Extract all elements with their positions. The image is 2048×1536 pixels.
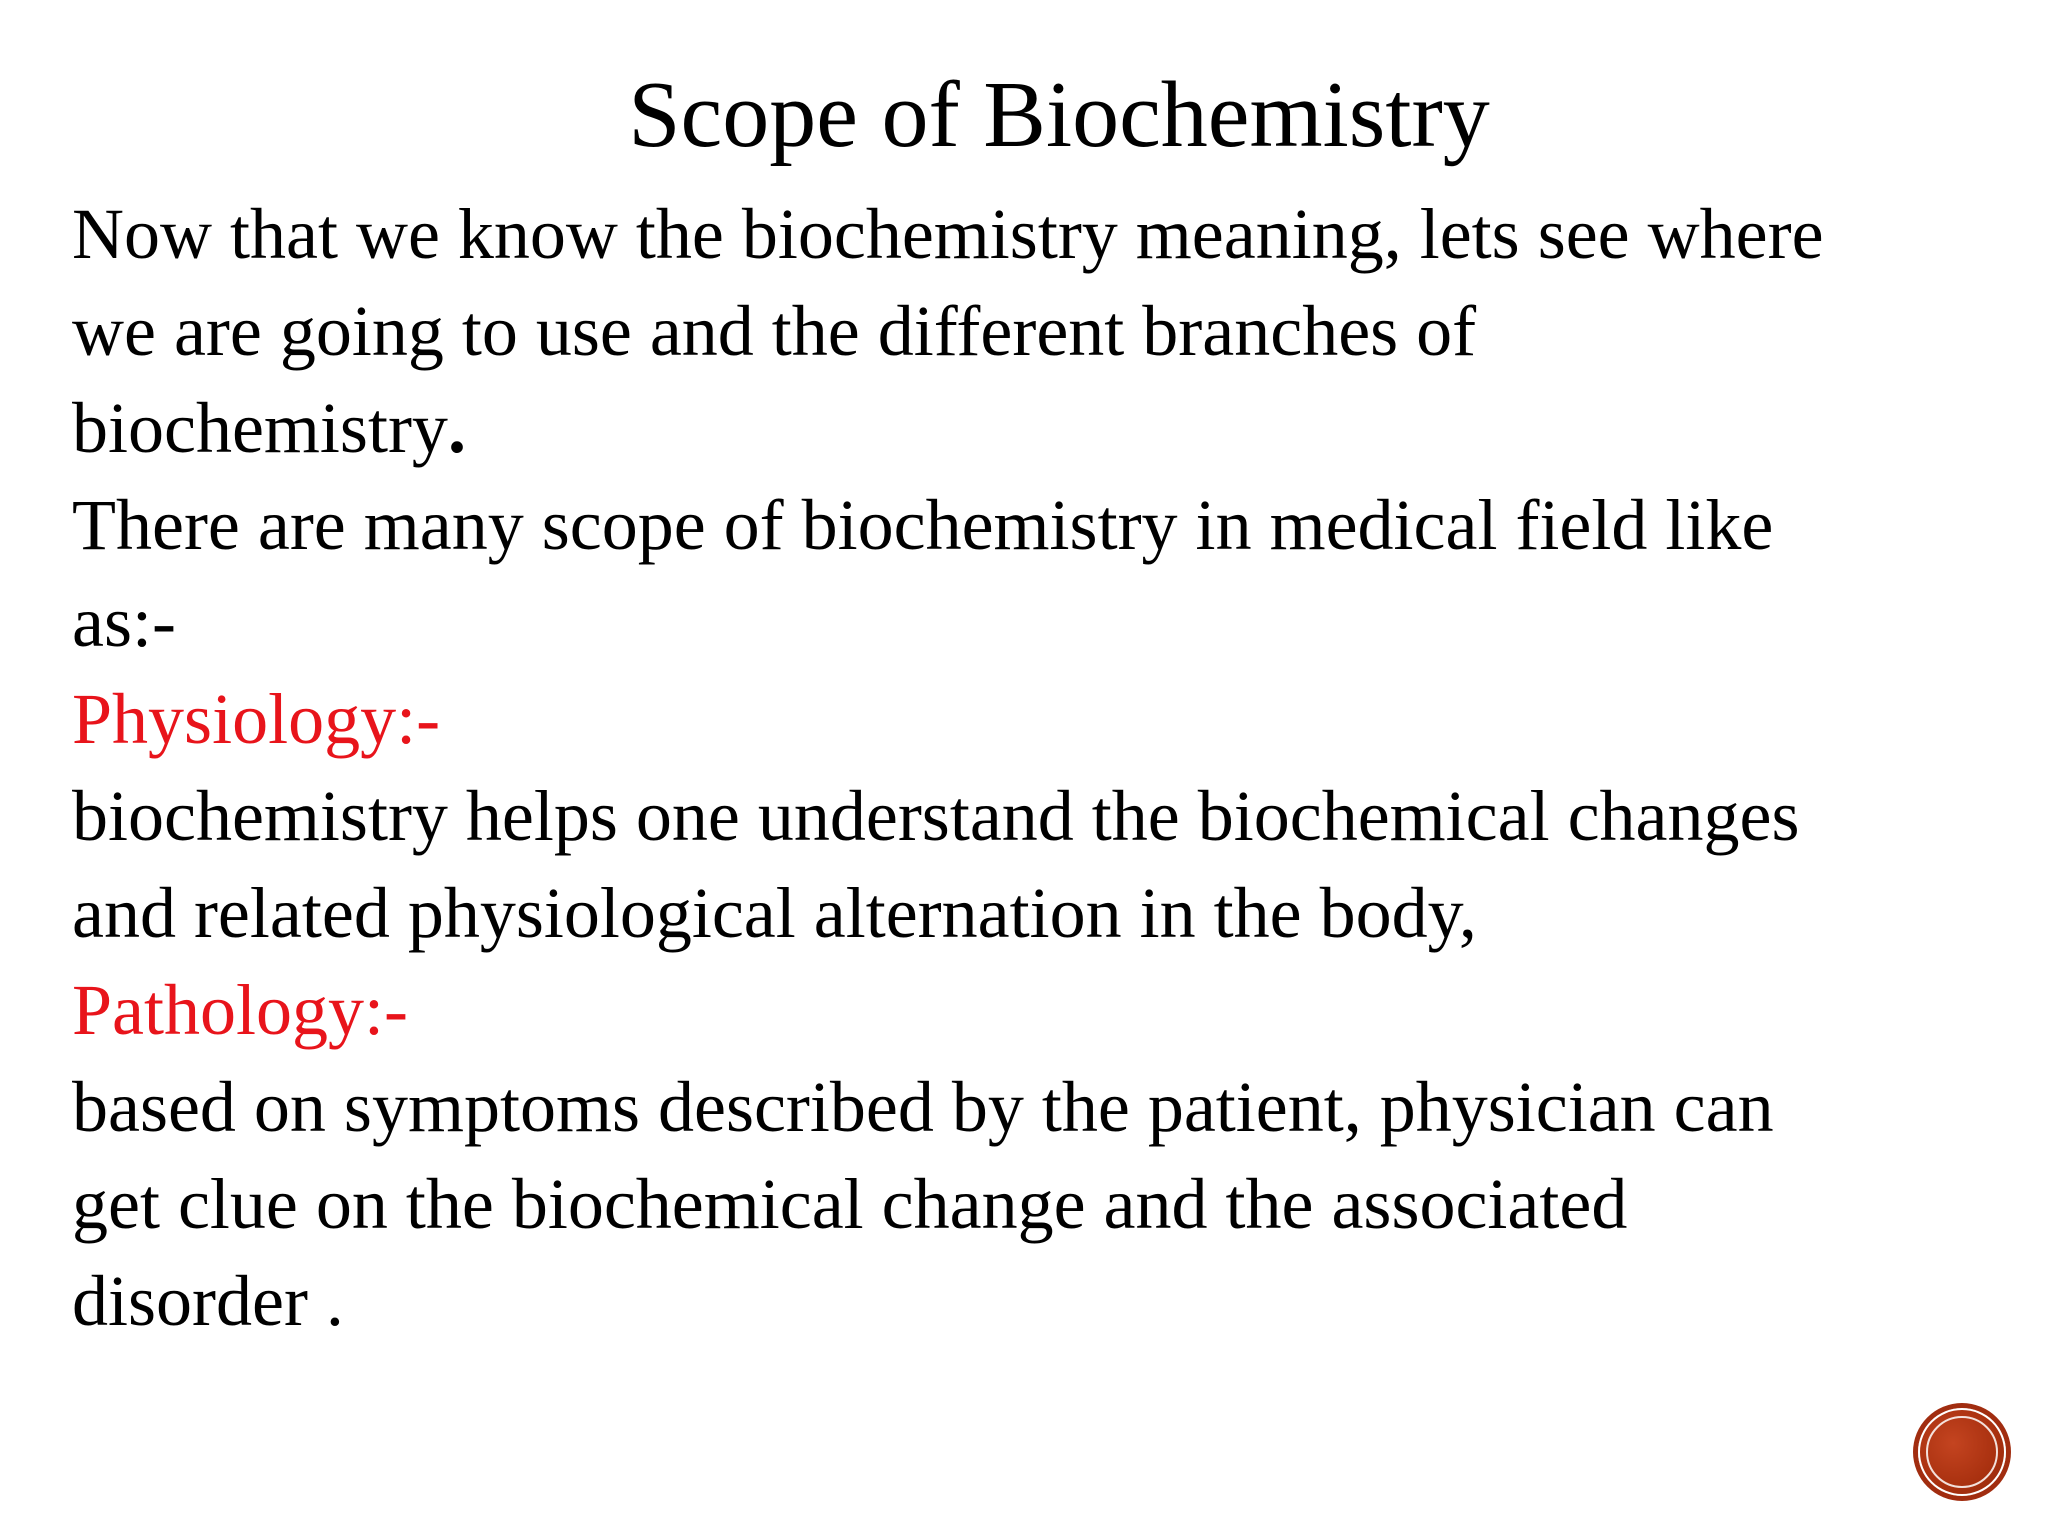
- slide-body: [72, 186, 2032, 1350]
- physiology-line-2: and related physiological alternation in the body,: [72, 873, 1477, 953]
- scope-line-1: There are many scope of biochemistry in medical field like: [72, 485, 1774, 565]
- physiology-line-1: biochemistry helps one understand the biochemical changes: [72, 776, 1800, 856]
- pathology-heading: Pathology:-: [72, 970, 408, 1050]
- intro-period: .: [447, 388, 466, 468]
- nav-button-ring-icon: [1926, 1416, 1998, 1488]
- physiology-heading: Physiology:-: [72, 679, 441, 759]
- slide-title: Scope of Biochemistry: [628, 63, 1490, 167]
- pathology-line-1: based on symptoms described by the patient, physician can: [72, 1067, 1774, 1147]
- intro-line-1: Now that we know the biochemistry meaning, lets see where: [72, 194, 1824, 274]
- intro-line-2: we are going to use and the different branches of: [72, 291, 1477, 371]
- slide-nav-button[interactable]: [1918, 1408, 2006, 1496]
- intro-line-3-text: biochemistry: [72, 388, 448, 468]
- pathology-line-3: disorder .: [72, 1261, 344, 1341]
- scope-line-2: as:-: [72, 582, 176, 662]
- pathology-line-2: get clue on the biochemical change and the associated: [72, 1164, 1628, 1244]
- intro-line-3: [72, 380, 2032, 477]
